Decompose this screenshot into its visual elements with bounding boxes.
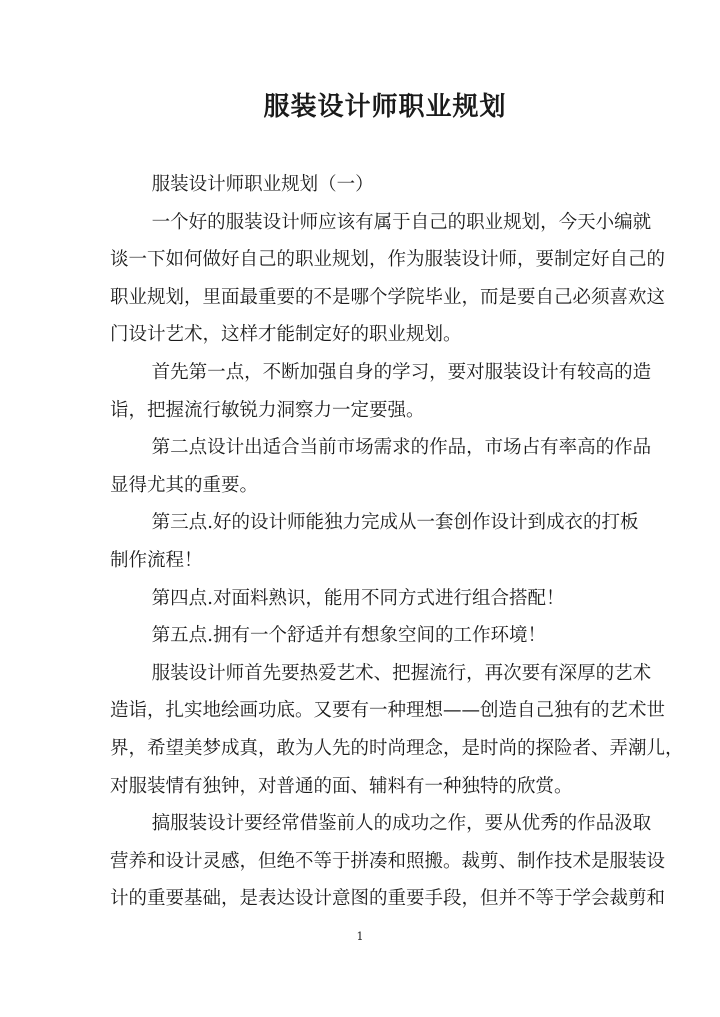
paragraph xyxy=(110,655,684,805)
document-title: 服装设计师职业规划 xyxy=(263,92,507,122)
text-line: 搞服装设计要经常借鉴前人的成功之作，要从优秀的作品汲取 xyxy=(151,813,652,835)
paragraph xyxy=(110,204,666,354)
text-line: 界，希望美梦成真，敢为人先的时尚理念，是时尚的探险者、弄潮儿， xyxy=(110,737,684,759)
text-line: 一个好的服装设计师应该有属于自己的职业规划，今天小编就 xyxy=(151,211,652,233)
text-line: 服装设计师职业规划（一） xyxy=(151,174,374,195)
text-line: 计的重要基础，是表达设计意图的重要手段，但并不等于学会裁剪和 xyxy=(110,888,666,910)
document-body xyxy=(110,166,684,918)
paragraph xyxy=(110,504,639,579)
text-line: 对服装情有独钟，对普通的面、辅料有一种独特的欣赏。 xyxy=(110,775,573,797)
text-line: 第四点.对面料熟识，能用不同方式进行组合搭配！ xyxy=(151,587,565,609)
paragraph xyxy=(110,354,652,429)
text-line: 制作流程！ xyxy=(110,549,203,571)
text-line: 营养和设计灵感，但绝不等于拼凑和照搬。裁剪、制作技术是服装设 xyxy=(110,850,666,872)
text-line: 第二点设计出适合当前市场需求的作品，市场占有率高的作品 xyxy=(151,437,652,459)
paragraph xyxy=(110,429,652,504)
text-line: 第三点.好的设计师能独力完成从一套创作设计到成衣的打板 xyxy=(151,512,639,534)
text-line: 诣，把握流行敏锐力洞察力一定要强。 xyxy=(110,399,425,421)
text-line: 显得尤其的重要。 xyxy=(110,474,259,496)
text-line: 首先第一点，不断加强自身的学习，要对服装设计有较高的造 xyxy=(151,361,652,383)
text-line: 造诣，扎实地绘画功底。又要有一种理想——创造自己独有的艺术世 xyxy=(110,700,666,722)
text-line: 职业规划，里面最重要的不是哪个学院毕业，而是要自己必须喜欢这 xyxy=(110,286,666,308)
text-line: 门设计艺术，这样才能制定好的职业规划。 xyxy=(110,324,462,346)
paragraph xyxy=(110,166,611,204)
text-line: 第五点.拥有一个舒适并有想象空间的工作环境！ xyxy=(151,625,546,647)
page-number: 1 xyxy=(356,930,364,943)
text-line: 谈一下如何做好自己的职业规划，作为服装设计师，要制定好自己的 xyxy=(110,249,666,271)
text-line: 服装设计师首先要热爱艺术、把握流行，再次要有深厚的艺术 xyxy=(151,662,652,684)
paragraph xyxy=(110,617,611,655)
paragraph xyxy=(110,805,666,918)
paragraph xyxy=(110,580,611,618)
